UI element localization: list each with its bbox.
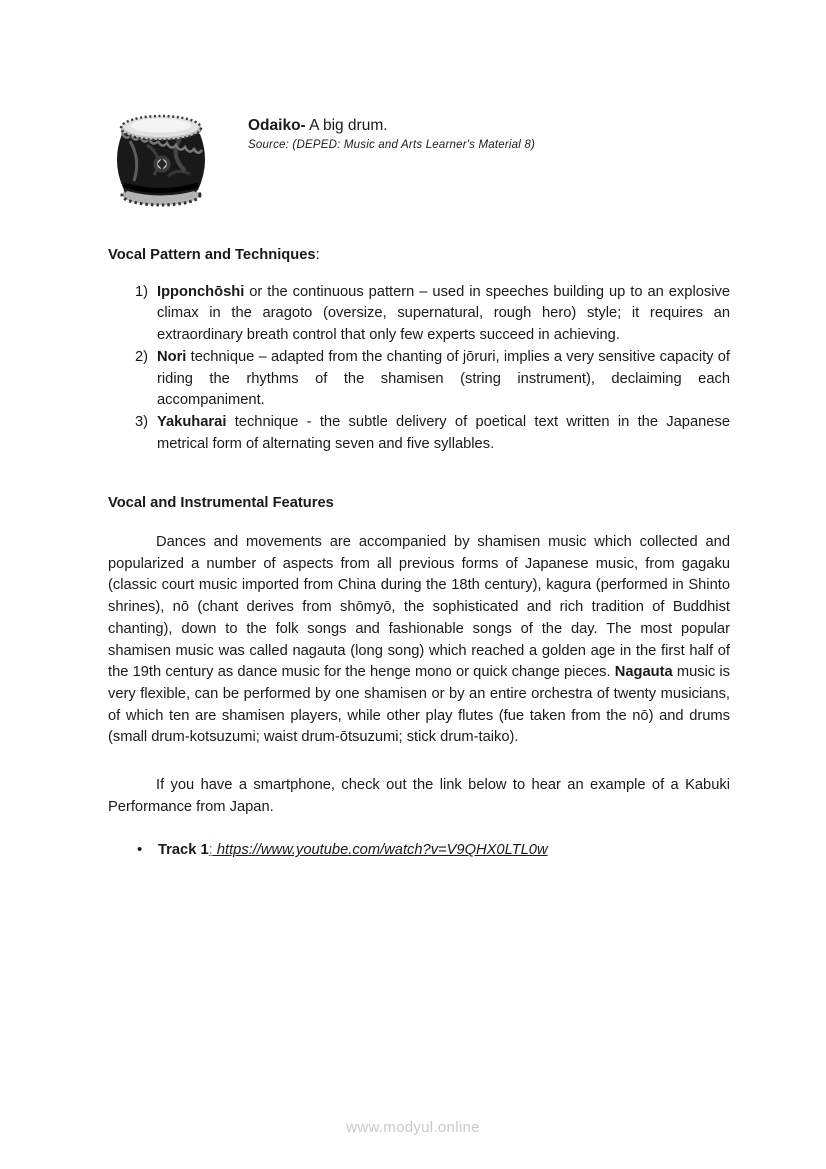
technique-text: or the continuous pattern – used in speeches building up to an explosive climax in the aragoto (oversize, supernatural, rough hero) style; it requires an extraordinary breath control that only few experts succeed in achieving.	[157, 283, 730, 344]
paragraph-part: music is very flexible, can be performed by one shamisen or by an entire orchestra of twenty musicians, of which ten are shamisen players, while other play flutes (fue taken from the nō) and drums (small drum-kotsuzumi; waist drum-ōtsuzumi; stick drum-taiko).	[108, 664, 730, 746]
list-item	[108, 412, 730, 455]
track-colon: :	[208, 842, 213, 859]
technique-term: Yakuharai	[157, 413, 227, 430]
list-number: 2)	[135, 348, 149, 365]
technique-term: Nori	[157, 348, 187, 365]
caption-source: Source: (DEPED: Music and Arts Learner's Material 8)	[248, 139, 535, 151]
heading-text: Vocal Pattern and Techniques	[108, 247, 316, 263]
track-label: Track 1	[158, 842, 209, 859]
caption-rest: A big drum.	[305, 117, 388, 134]
footer-watermark: www.modyul.online	[346, 1119, 480, 1136]
figure	[108, 108, 730, 208]
odaiko-drum-image	[108, 108, 214, 208]
youtube-link[interactable]: https://www.youtube.com/watch?v=V9QHX0LTL0w	[212, 842, 548, 859]
list-number: 1)	[135, 283, 149, 300]
figure-caption	[248, 108, 535, 151]
list-item	[108, 282, 730, 347]
caption-term: Odaiko-	[248, 117, 306, 134]
technique-text: technique – adapted from the chanting of jōruri, implies a very sensitive capacity of riding the rhythms of the shamisen (string instrument), declaiming each accompaniment.	[157, 348, 730, 409]
bullet-icon: •	[137, 841, 143, 859]
drum-icon	[108, 108, 214, 208]
nagauta-term: Nagauta	[614, 664, 673, 681]
caption-line	[248, 116, 535, 135]
paragraph-smartphone: If you have a smartphone, check out the link below to hear an example of a Kabuki Performance from Japan.	[108, 777, 730, 815]
heading-colon: :	[315, 247, 320, 263]
techniques-list	[108, 282, 730, 456]
technique-text: technique - the subtle delivery of poetical text written in the Japanese metrical form of alternating seven and five syllables.	[157, 413, 730, 452]
paragraph-features	[108, 532, 730, 749]
list-number: 3)	[135, 413, 149, 430]
list-item	[108, 347, 730, 412]
heading-vocal-pattern	[108, 245, 730, 267]
paragraph-part: Dances and movements are accompanied by shamisen music which collected and popularized a number of aspects from all previous forms of Japanese music, from gagaku (classic court music imported from China during the 18th century), kagura (performed in Shinto shrines), nō (chant derives from shōmyō, the sophisticated and rich tradition of Buddhist chanting), down to the folk songs and fashionable songs of the day. The most popular shamisen music was called nagauta (long song) which reached a golden age in the first half of the 19th century as dance music for the henge mono or quick change pieces.	[108, 534, 730, 681]
heading-vocal-instrumental: Vocal and Instrumental Features	[108, 495, 334, 512]
technique-term: Ipponchōshi	[157, 283, 245, 300]
track-item	[108, 840, 730, 862]
